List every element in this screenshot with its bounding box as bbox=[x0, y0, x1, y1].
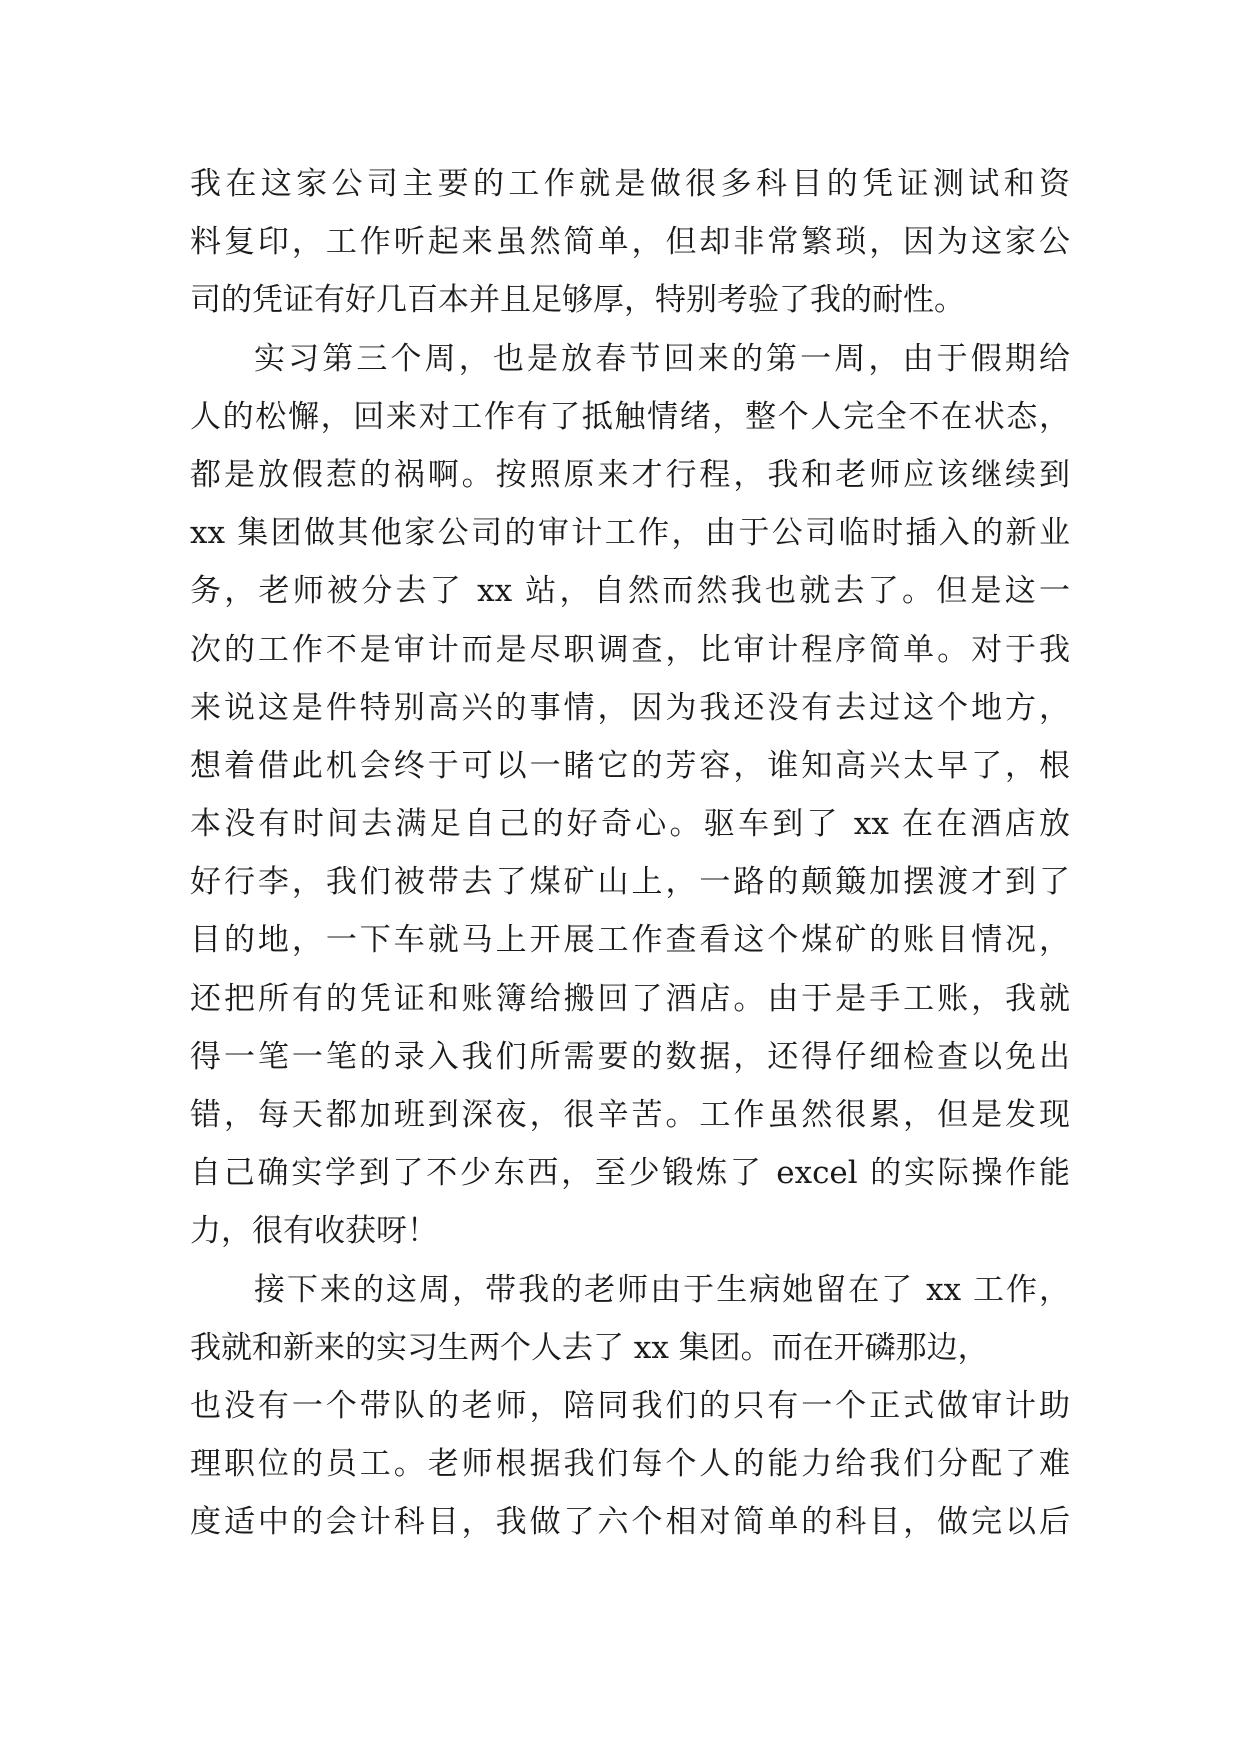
text-line: 次的工作不是审计而是尽职调查，比审计程序简单。对于我 bbox=[190, 631, 1070, 668]
text-line: 力，很有收获呀！ bbox=[190, 1213, 438, 1250]
text-line: 也没有一个带队的老师，陪同我们的只有一个正式做审计助 bbox=[190, 1387, 1070, 1424]
text-line: 料复印，工作听起来虽然简单，但却非常繁琐，因为这家公 bbox=[190, 224, 1070, 261]
text-line: 都是放假惹的祸啊。按照原来才行程，我和老师应该继续到 bbox=[190, 456, 1070, 493]
text-line: 得一笔一笔的录入我们所需要的数据，还得仔细检查以免出 bbox=[190, 1038, 1070, 1075]
text-line: 本没有时间去满足自己的好奇心。驱车到了 xx 在在酒店放 bbox=[190, 806, 1070, 843]
text-line: xx 集团做其他家公司的审计工作，由于公司临时插入的新业 bbox=[190, 515, 1070, 552]
text-line: 想着借此机会终于可以一睹它的芳容，谁知高兴太早了，根 bbox=[190, 747, 1070, 784]
text-line: 接下来的这周，带我的老师由于生病她留在了 xx 工作， bbox=[254, 1271, 1070, 1308]
text-line: 我就和新来的实习生两个人去了 xx 集团。而在开磷那边， bbox=[190, 1329, 989, 1366]
text-line: 自己确实学到了不少东西，至少锻炼了 excel 的实际操作能 bbox=[190, 1155, 1070, 1192]
text-line: 错，每天都加班到深夜，很辛苦。工作虽然很累，但是发现 bbox=[190, 1097, 1070, 1133]
text-line: 我在这家公司主要的工作就是做很多科目的凭证测试和资 bbox=[190, 166, 1070, 202]
text-line: 还把所有的凭证和账簿给搬回了酒店。由于是手工账，我就 bbox=[190, 980, 1070, 1017]
text-line: 度适中的会计科目，我做了六个相对简单的科目，做完以后 bbox=[190, 1504, 1070, 1541]
text-line: 理职位的员工。老师根据我们每个人的能力给我们分配了难 bbox=[190, 1446, 1070, 1483]
text-line: 实习第三个周，也是放春节回来的第一周，由于假期给 bbox=[254, 340, 1070, 377]
text-line: 司的凭证有好几百本并且足够厚，特别考验了我的耐性。 bbox=[190, 282, 965, 319]
text-line: 来说这是件特别高兴的事情，因为我还没有去过这个地方， bbox=[190, 689, 1070, 726]
text-line: 目的地，一下车就马上开展工作查看这个煤矿的账目情况， bbox=[190, 922, 1070, 959]
text-line: 人的松懈，回来对工作有了抵触情绪，整个人完全不在状态， bbox=[190, 398, 1070, 435]
text-line: 好行李，我们被带去了煤矿山上，一路的颠簸加摆渡才到了 bbox=[190, 864, 1070, 901]
body-text bbox=[190, 155, 1070, 1552]
text-line: 务，老师被分去了 xx 站，自然而然我也就去了。但是这一 bbox=[190, 573, 1070, 610]
